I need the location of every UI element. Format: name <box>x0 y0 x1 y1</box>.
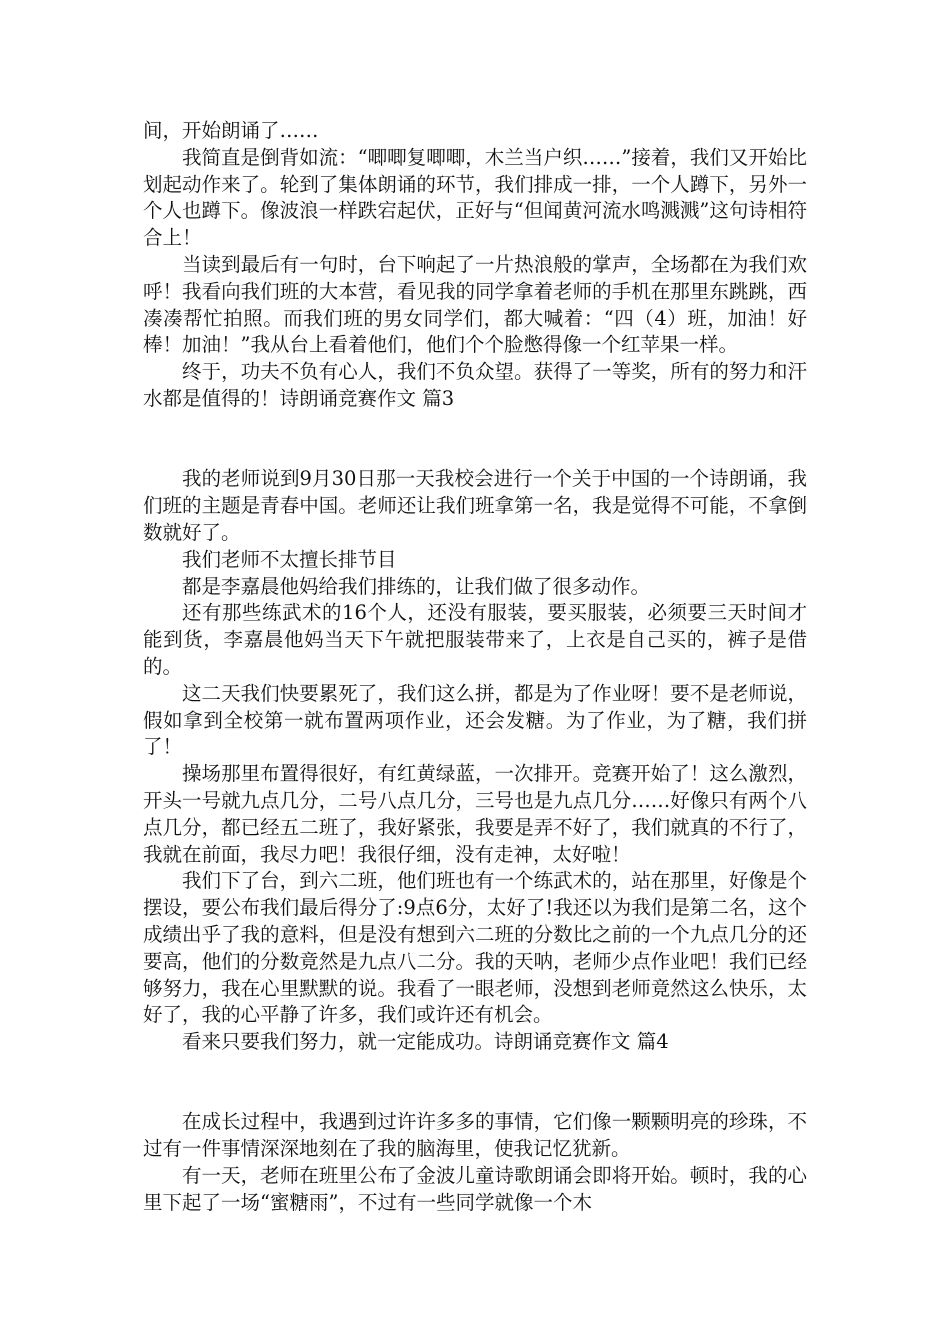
paragraph: 我的老师说到9月30日那一天我校会进行一个关于中国的一个诗朗诵，我们班的主题是青春中国。老师还让我们班拿第一名，我是觉得不可能，不拿倒数就好了。 <box>143 467 807 544</box>
paragraph: 看来只要我们努力，就一定能成功。诗朗诵竞赛作文 篇4 <box>182 1030 669 1054</box>
paragraph: 都是李嘉晨他妈给我们排练的，让我们做了很多动作。 <box>182 574 651 598</box>
paragraph: 在成长过程中，我遇到过许许多多的事情，它们像一颗颗明亮的珍珠，不过有一件事情深深地刻在了我的脑海里，使我记忆犹新。 <box>143 1110 807 1161</box>
paragraph: 还有那些练武术的16个人，还没有服装，要买服装，必须要三天时间才能到货，李嘉晨他妈当天下午就把服装带来了，上衣是自己买的，裤子是借的。 <box>143 601 807 678</box>
paragraph: 操场那里布置得很好，有红黄绿蓝，一次排开。竞赛开始了！这么激烈，开头一号就九点几分，二号八点几分，三号也是九点几分……好像只有两个八点几分，都已经五二班了，我好紧张，我要是弄不好了，我们就真的不行了，我就在前面，我尽力吧！我很仔细，没有走神，太好啦！ <box>143 762 807 866</box>
document-page <box>143 118 807 1217</box>
paragraph: 我简直是倒背如流：“唧唧复唧唧，木兰当户织……”接着，我们又开始比划起动作来了。轮到了集体朗诵的环节，我们排成一排，一个人蹲下，另外一个人也蹲下。像波浪一样跌宕起伏，正好与“但闻黄河流水鸣溅溅”这句诗相符合上！ <box>143 145 807 250</box>
paragraph: 我们下了台，到六二班，他们班也有一个练武术的，站在那里，好像是个摆设，要公布我们最后得分了:9点6分，太好了!我还以为我们是第二名，这个成绩出乎了我的意料，但是没有想到六二班的分数比之前的一个九点几分的还要高，他们的分数竟然是九点八二分。我的天呐，老师少点作业吧！我们已经够努力，我在心里默默的说。我看了一眼老师，没想到老师竟然这么快乐，太好了，我的心平静了许多，我们或许还有机会。 <box>143 869 807 1027</box>
paragraph: 有一天，老师在班里公布了金波儿童诗歌朗诵会即将开始。顿时，我的心里下起了一场“蜜糖雨”，不过有一些同学就像一个木 <box>143 1164 807 1214</box>
paragraph-gap <box>143 1056 807 1110</box>
paragraph: 我们老师不太擅长排节目 <box>182 547 397 571</box>
paragraph: 这二天我们快要累死了，我们这么拼，都是为了作业呀！要不是老师说，假如拿到全校第一就布置两项作业，还会发糖。为了作业，为了糖，我们拼了！ <box>143 681 807 759</box>
paragraph: 终于，功夫不负有心人，我们不负众望。获得了一等奖，所有的努力和汗水都是值得的！诗朗诵竞赛作文 篇3 <box>143 360 807 410</box>
paragraph: 当读到最后有一句时，台下响起了一片热浪般的掌声，全场都在为我们欢呼！我看向我们班的大本营，看见我的同学拿着老师的手机在那里东跳跳，西凑凑帮忙拍照。而我们班的男女同学们，都大喊着：“四（4）班，加油！好棒！加油！”我从台上看着他们，他们个个脸憋得像一个红苹果一样。 <box>143 252 807 357</box>
paragraph: 间，开始朗诵了…… <box>143 119 319 142</box>
paragraph-gap <box>143 413 807 467</box>
